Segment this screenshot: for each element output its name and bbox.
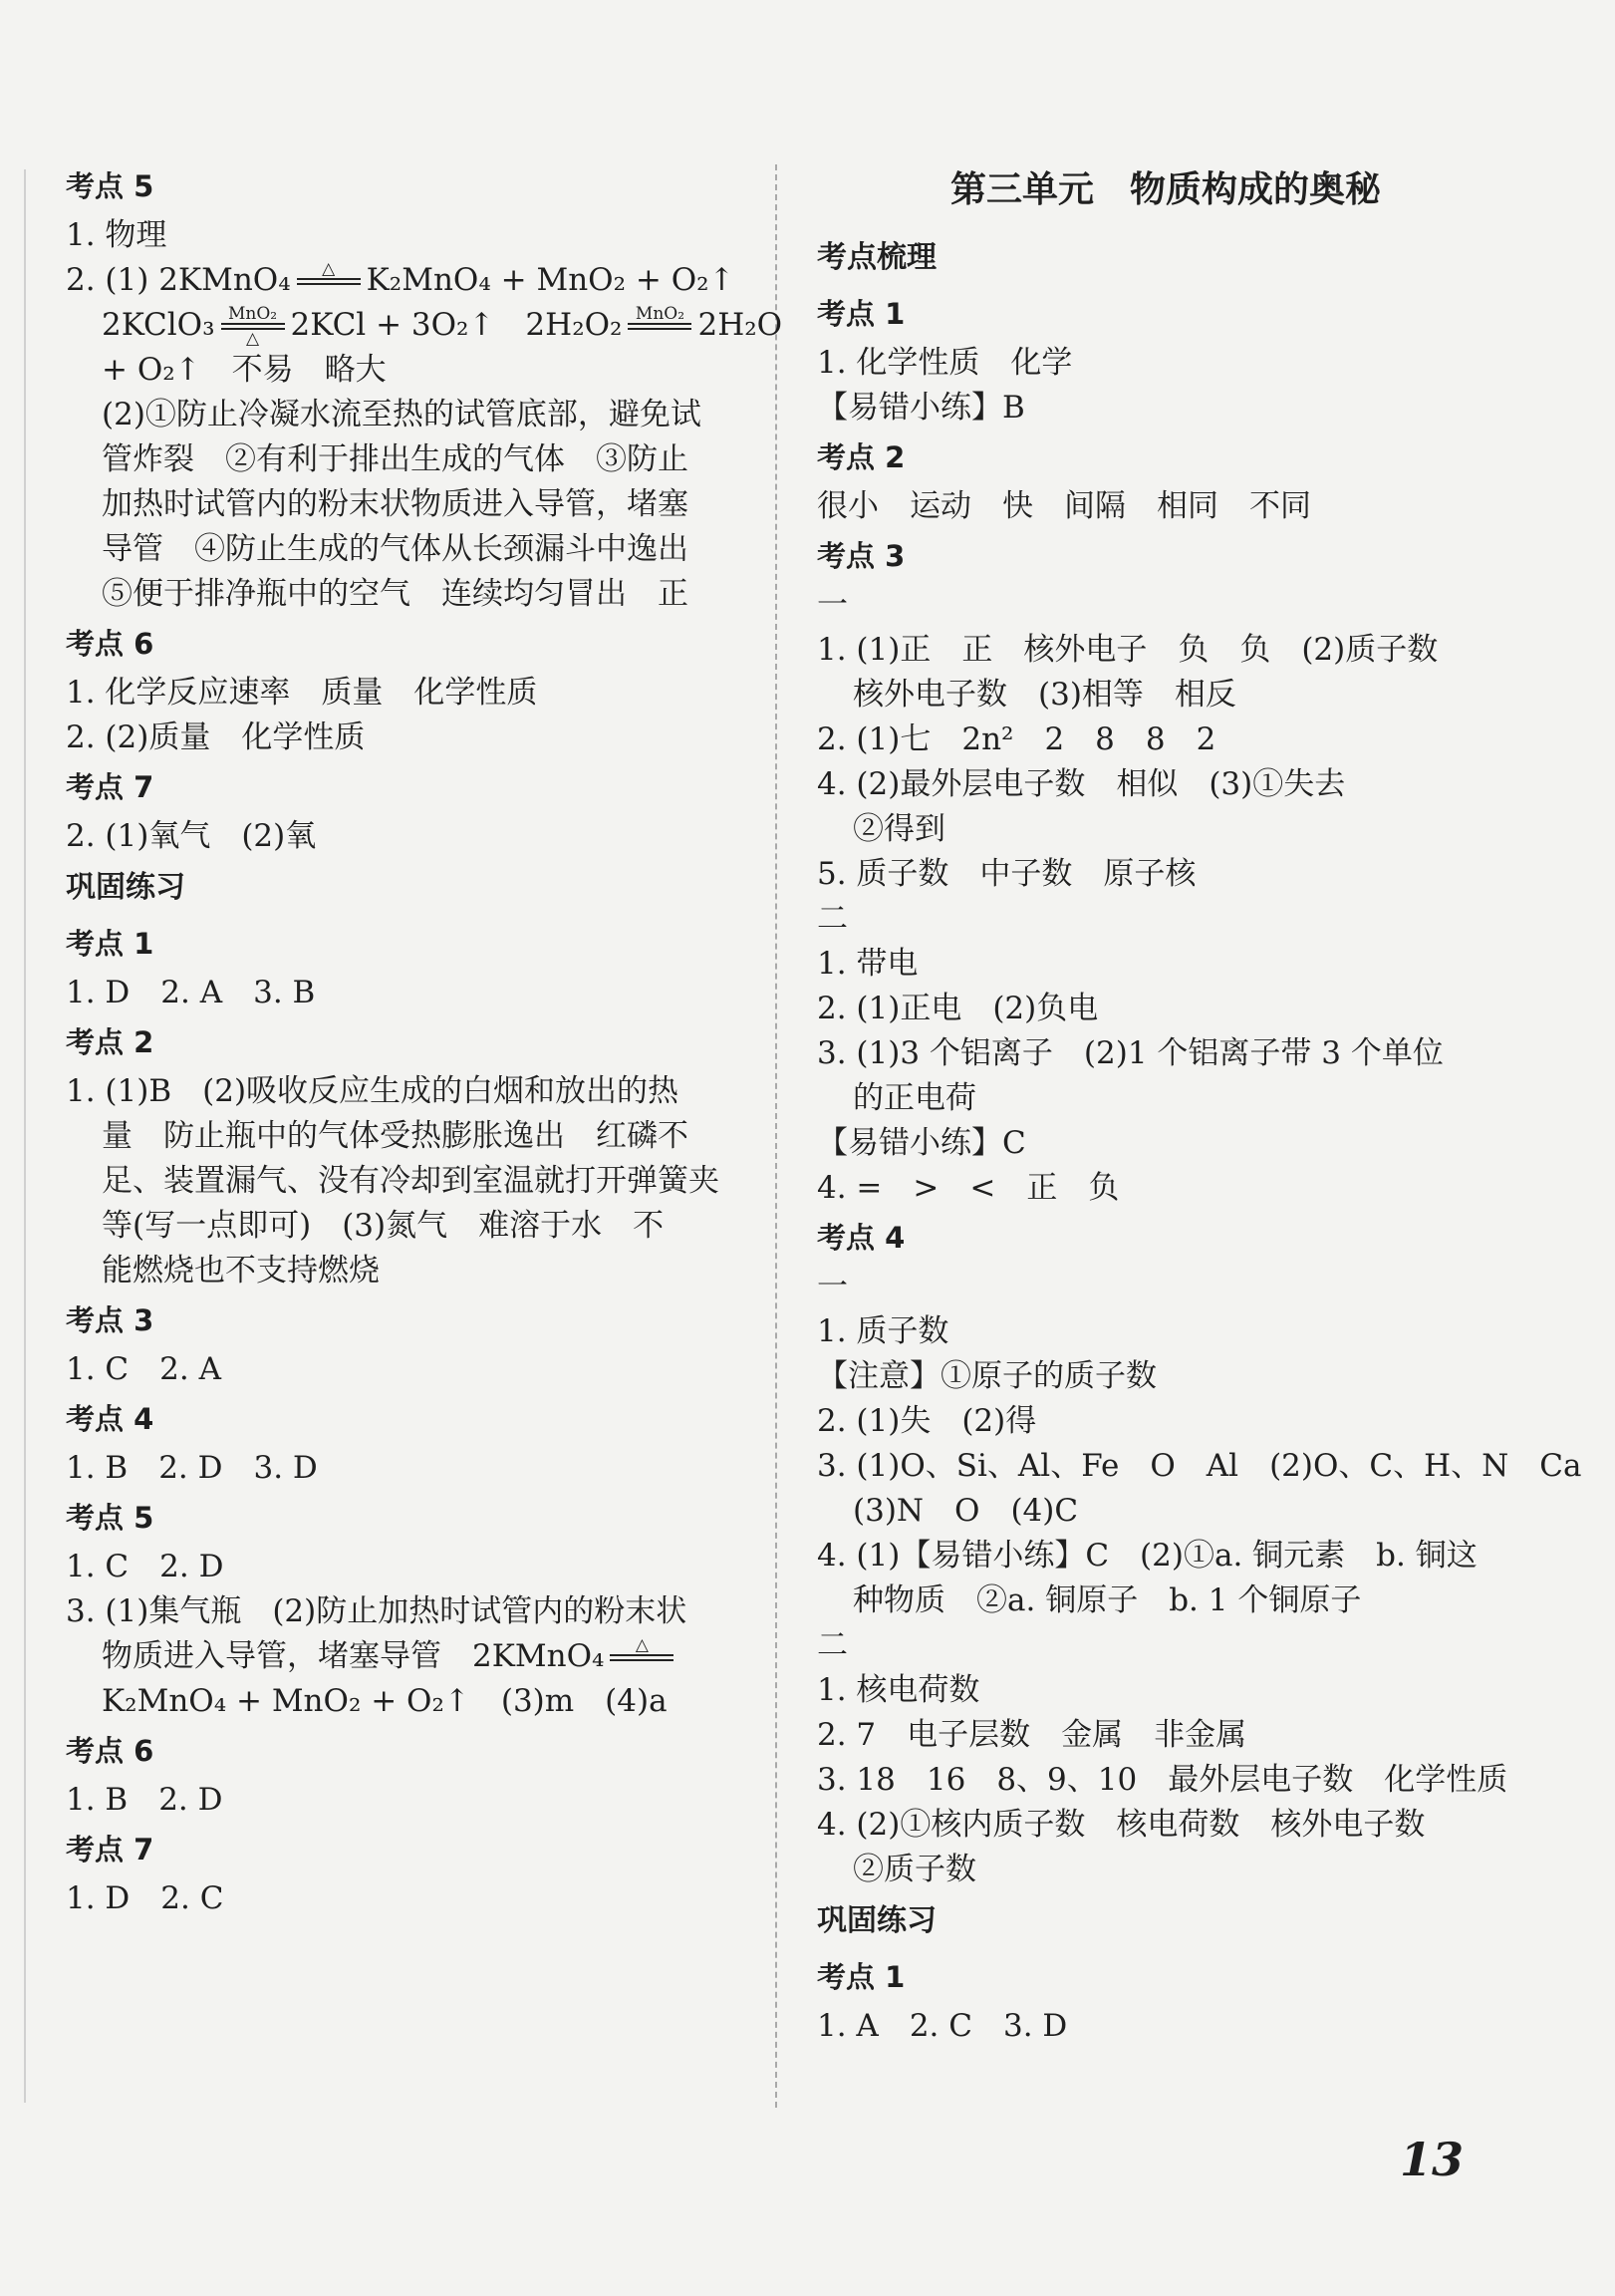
answer-line: 核外电子数 (3)相等 相反: [853, 677, 1236, 713]
unit-title: 第三单元 物质构成的奥秘: [949, 168, 1381, 210]
reaction-condition: △: [610, 1636, 673, 1679]
answer-line: 一: [817, 1269, 848, 1304]
answer-line: 2. 7 电子层数 金属 非金属: [817, 1717, 1247, 1753]
answer-line: 【易错小练】B: [817, 390, 1025, 426]
answer-line: 很小 运动 快 间隔 相同 不同: [817, 488, 1311, 524]
section-heading: 考点 3: [66, 1303, 154, 1337]
answer-line: + O₂↑ 不易 略大: [102, 352, 387, 388]
answer-line: 1. (1)正 正 核外电子 负 负 (2)质子数: [817, 632, 1439, 668]
section-heading: 考点 1: [817, 1960, 906, 1994]
section-heading: 考点 5: [66, 169, 154, 203]
answer-line: 2. (1)正电 (2)负电: [817, 991, 1099, 1026]
block-heading: 巩固练习: [66, 870, 185, 905]
answer-line: 1. C 2. D: [66, 1549, 224, 1584]
column-divider: [775, 164, 777, 2108]
answer-line: 足、装置漏气、没有冷却到室温就打开弹簧夹: [102, 1163, 719, 1199]
section-heading: 考点 2: [817, 440, 906, 474]
answer-line: ②质子数: [853, 1852, 976, 1887]
answer-line: ⑤便于排净瓶中的空气 连续均匀冒出 正: [102, 576, 688, 612]
answer-line: ②得到: [853, 811, 945, 847]
answer-line: 4. = > < 正 负: [817, 1170, 1120, 1206]
answer-line: 量 防止瓶中的气体受热膨胀逸出 红磷不: [102, 1118, 688, 1154]
answer-line: 一: [817, 587, 848, 623]
section-heading: 考点 5: [66, 1501, 154, 1535]
answer-line: 的正电荷: [853, 1080, 976, 1116]
right-column: [817, 159, 1582, 2049]
answer-line: 4. (2)最外层电子数 相似 (3)①失去: [817, 766, 1346, 802]
left-column: [66, 159, 783, 1921]
section-heading: 考点 7: [66, 1833, 154, 1866]
answer-line: 5. 质子数 中子数 原子核: [817, 856, 1197, 892]
section-heading: 考点 2: [66, 1025, 154, 1059]
section-heading: 考点 3: [817, 539, 906, 573]
section-heading: 考点 1: [66, 927, 154, 961]
equation-line: 2. (1) 2KMnO₄ △ K₂MnO₄ + MnO₂ + O₂↑: [66, 258, 743, 303]
answer-line: 2. (1)七 2n² 2 8 8 2: [817, 721, 1216, 757]
answer-line: 2. (1)失 (2)得: [817, 1403, 1037, 1439]
answer-line: 二: [817, 901, 848, 937]
answer-line: 1. D 2. C: [66, 1880, 224, 1916]
section-heading: 考点 1: [817, 297, 906, 331]
answer-line: 管炸裂 ②有利于排出生成的气体 ③防止: [102, 441, 688, 477]
answer-line: 1. D 2. A 3. B: [66, 975, 316, 1010]
section-heading: 考点 6: [66, 627, 154, 661]
answer-line: 1. A 2. C 3. D: [817, 2008, 1068, 2044]
answer-line: 2. (1)氧气 (2)氧: [66, 818, 317, 854]
reaction-condition: △: [297, 260, 361, 303]
answer-line: 3. (1)集气瓶 (2)防止加热时试管内的粉末状: [66, 1593, 687, 1629]
answer-line: 4. (2)①核内质子数 核电荷数 核外电子数: [817, 1807, 1426, 1843]
answer-line: (3)N O (4)C: [853, 1493, 1079, 1529]
answer-line: 4. (1)【易错小练】C (2)①a. 铜元素 b. 铜这: [817, 1538, 1478, 1574]
equation-line: 物质进入导管，堵塞导管 2KMnO₄ △: [66, 1634, 743, 1679]
equation-line: 2KClO₃ MnO₂ △ 2KCl + 3O₂↑ 2H₂O₂ MnO₂ 2H₂O: [102, 304, 783, 349]
answer-line: 1. 核电荷数: [817, 1672, 980, 1708]
answer-line: 3. 18 16 8、9、10 最外层电子数 化学性质: [817, 1762, 1508, 1798]
answer-line: 1. 化学反应速率 质量 化学性质: [66, 675, 538, 711]
answer-line: 3. (1)O、Si、Al、Fe O Al (2)O、C、H、N Ca: [817, 1448, 1582, 1484]
section-heading: 考点 7: [66, 770, 154, 804]
answer-line: 加热时试管内的粉末状物质进入导管，堵塞: [102, 486, 688, 522]
answer-line: 1. (1)B (2)吸收反应生成的白烟和放出的热: [66, 1073, 679, 1109]
reaction-condition: MnO₂: [628, 305, 691, 348]
page-edge-line: [24, 169, 26, 2103]
section-heading: 考点 4: [817, 1221, 906, 1255]
answer-line: 二: [817, 1627, 848, 1663]
answer-line: 3. (1)3 个铝离子 (2)1 个铝离子带 3 个单位: [817, 1035, 1444, 1071]
answer-line: 1. B 2. D 3. D: [66, 1450, 318, 1486]
answer-line: 种物质 ②a. 铜原子 b. 1 个铜原子: [853, 1582, 1362, 1618]
answer-line: 1. 带电: [817, 946, 919, 982]
page-number: 13: [1400, 2133, 1465, 2186]
block-heading: 考点梳理: [817, 240, 937, 275]
answer-line: 1. 化学性质 化学: [817, 345, 1073, 381]
reaction-condition: MnO₂ △: [221, 305, 285, 348]
answer-line: (2)①防止冷凝水流至热的试管底部，避免试: [102, 397, 701, 432]
section-heading: 考点 4: [66, 1402, 154, 1436]
block-heading: 巩固练习: [817, 1903, 937, 1938]
answer-line: 能燃烧也不支持燃烧: [102, 1253, 380, 1289]
answer-line: K₂MnO₄ + MnO₂ + O₂↑ (3)m (4)a: [102, 1683, 668, 1719]
answer-line: 等(写一点即可) (3)氮气 难溶于水 不: [102, 1208, 665, 1244]
section-heading: 考点 6: [66, 1734, 154, 1768]
answer-line: 1. B 2. D: [66, 1782, 223, 1818]
answer-line: 1. 物理: [66, 217, 167, 253]
answer-line: 【易错小练】C: [817, 1125, 1026, 1161]
answer-line: 导管 ④防止生成的气体从长颈漏斗中逸出: [102, 531, 688, 567]
answer-line: 1. 质子数: [817, 1313, 949, 1349]
answer-line: 1. C 2. A: [66, 1351, 221, 1387]
answer-line: 【注意】①原子的质子数: [817, 1358, 1157, 1394]
answer-line: 2. (2)质量 化学性质: [66, 719, 366, 755]
